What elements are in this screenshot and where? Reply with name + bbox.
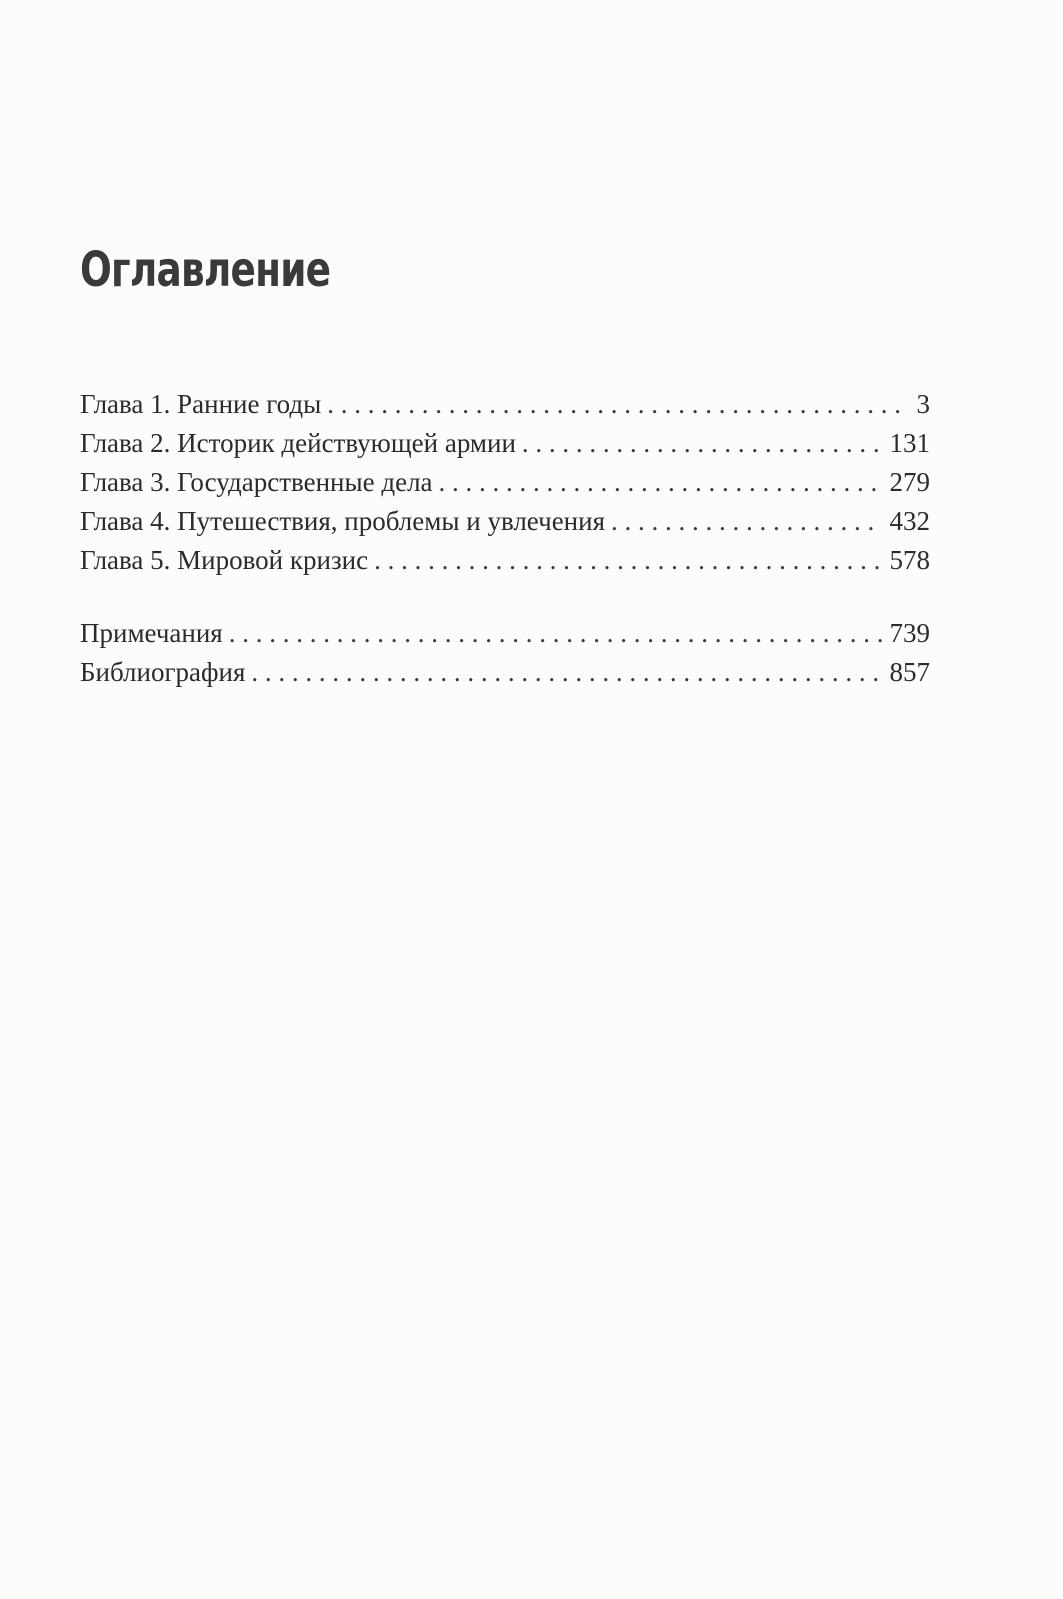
toc-entry-label: Примечания: [80, 618, 223, 648]
toc-entry-page: 279: [889, 467, 930, 497]
toc-dot-leader: [327, 385, 908, 424]
toc-dot-leader: [611, 502, 882, 541]
toc-entry-page: 131: [889, 428, 930, 458]
toc-dot-leader: [522, 424, 882, 463]
toc-dot-leader: [251, 653, 881, 692]
toc-entry-label: Библиография: [80, 657, 246, 687]
toc-entry[interactable]: [80, 502, 930, 541]
toc-entry-page: 578: [889, 545, 930, 575]
toc-dot-leader: [229, 614, 882, 653]
toc-entry-label: Глава 5. Мировой кризис: [80, 545, 369, 575]
toc-entry-page: 857: [889, 657, 930, 687]
page-title: Оглавление: [80, 242, 331, 298]
toc-entry-label: Глава 1. Ранние годы: [80, 389, 322, 419]
toc-entry-page: 3: [916, 389, 930, 419]
toc-entry-label: Глава 4. Путешествия, проблемы и увлечения: [80, 506, 605, 536]
toc-entry-label: Глава 3. Государственные дела: [80, 467, 433, 497]
table-of-contents: [80, 385, 930, 692]
toc-back-matter: [80, 614, 930, 692]
toc-entry[interactable]: [80, 385, 930, 424]
toc-entry[interactable]: [80, 653, 930, 692]
toc-chapters: [80, 385, 930, 580]
toc-entry[interactable]: [80, 541, 930, 580]
toc-entry-label: Глава 2. Историк действующей армии: [80, 428, 516, 458]
toc-dot-leader: [374, 541, 881, 580]
toc-entry-page: 432: [889, 506, 930, 536]
toc-entry-page: 739: [889, 618, 930, 648]
toc-dot-leader: [439, 463, 882, 502]
toc-entry[interactable]: [80, 424, 930, 463]
toc-entry[interactable]: [80, 614, 930, 653]
toc-entry[interactable]: [80, 463, 930, 502]
